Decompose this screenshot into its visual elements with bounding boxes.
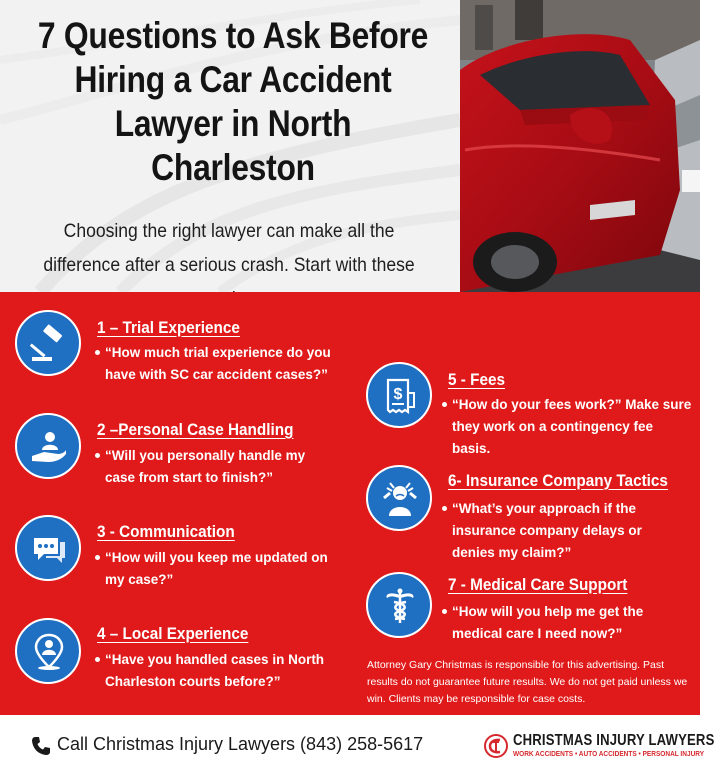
question-text: “How do your fees work?” Make sure they work on a contingency fee basis. [452,397,692,456]
location-person-icon [30,633,68,671]
dollar-invoice-icon-circle [366,362,432,428]
question-text: “How will you keep me updated on my case?” [105,550,328,587]
question-text: “Have you handled cases in North Charleston courts before?” [105,652,325,689]
question-item [366,465,696,565]
question-item [15,515,355,595]
header [0,0,700,292]
caduceus-icon-circle [366,572,432,638]
chat-bubbles-icon-circle [15,515,81,581]
question-item [366,362,696,462]
question-item [15,310,355,400]
question-heading: 4 – Local Experience [97,624,249,643]
caduceus-icon [381,587,419,625]
page-title: 7 Questions to Ask Before Hiring a Car Accident Lawyer in North Charleston [37,15,429,188]
hand-person-icon [30,428,68,466]
question-text: “What’s your approach if the insurance company delays or denies my claim?” [452,501,642,560]
frustrated-person-icon-circle [366,465,432,531]
phone-icon [31,736,51,756]
bullet [442,506,447,511]
gavel-icon-circle [15,310,81,376]
question-heading: 2 –Personal Case Handling [97,420,294,439]
question-item [366,572,696,652]
question-text: “How will you help me get the medical care I need now?” [452,604,644,641]
chat-bubbles-icon [30,530,68,568]
question-heading: 6- Insurance Company Tactics [448,471,668,490]
question-text: “How much trial experience do you have with SC car accident cases?” [105,345,331,382]
hand-person-icon-circle [15,413,81,479]
bullet [95,453,100,458]
gavel-icon [30,325,68,363]
question-text: “Will you personally handle my case from start to finish?” [105,448,306,485]
question-heading: 5 - Fees [448,370,505,389]
bullet [95,555,100,560]
bullet [442,609,447,614]
logo-name: CHRISTMAS INJURY LAWYERS [513,732,715,749]
logo-mark-icon [484,734,508,758]
bullet [95,657,100,662]
question-item [15,618,355,698]
call-to-action[interactable]: Call Christmas Injury Lawyers (843) 258-5617 [57,734,424,754]
logo-tagline: WORK ACCIDENTS • AUTO ACCIDENTS • PERSONAL INJURY [513,751,705,758]
bullet [442,402,447,407]
svg-text:$: $ [393,386,403,403]
car-crash-photo [460,0,700,292]
legal-disclaimer: Attorney Gary Christmas is responsible for this advertising. Past results do not guarantee future results. We do not get paid unless we win. Clients may be responsible for case costs. [367,659,688,705]
page-subtitle: Choosing the right lawyer can make all the difference after a serious crash. Start with these [43,220,415,276]
question-item [15,413,355,493]
footer [0,715,715,775]
bullet [95,350,100,355]
location-person-icon-circle [15,618,81,684]
dollar-invoice-icon [381,377,419,415]
frustrated-person-icon [381,480,419,518]
question-heading: 3 - Communication [97,522,235,541]
question-heading: 1 – Trial Experience [97,318,240,337]
question-heading: 7 - Medical Care Support [448,575,628,594]
